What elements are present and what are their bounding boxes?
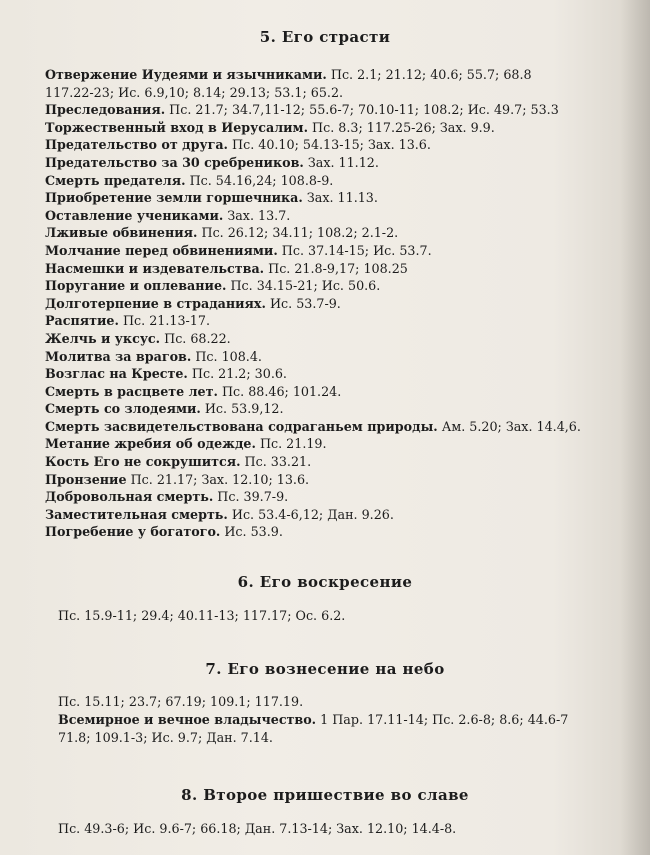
entry-title: Смерть в расцвете лет. — [45, 383, 218, 399]
section-5-heading: 5. Его страсти — [259, 28, 391, 46]
entry-references: Пс. 34.15-21; Ис. 50.6. — [226, 278, 381, 294]
passion-entry — [45, 400, 645, 418]
entry-title: Пронзение — [45, 471, 127, 487]
passion-entry — [45, 277, 645, 295]
passion-entry — [45, 189, 645, 207]
passion-entry — [45, 101, 645, 119]
section-8-text: Пс. 49.3-6; Ис. 9.6-7; 66.18; Дан. 7.13-14; Зах. 12.10; 14.4-8. — [58, 821, 457, 836]
entry-title: Лживые обвинения. — [45, 225, 198, 241]
passion-entry — [45, 471, 645, 489]
entry-references: Пс. 33.21. — [240, 454, 312, 470]
passion-entry — [45, 453, 645, 471]
section-6-text: Пс. 15.9-11; 29.4; 40.11-13; 117.17; Ос. 6.2. — [58, 608, 346, 623]
section-7-line-2-refs: 1 Пар. 17.11-14; Пс. 2.6-8; 8.6; 44.6-7 — [316, 712, 569, 727]
entry-title: Кость Его не сокрушится. — [45, 454, 241, 470]
passion-entry — [45, 66, 645, 84]
passion-entry — [45, 330, 645, 348]
section-5-list — [45, 66, 645, 541]
entry-references: Пс. 21.8-9,17; 108.25 — [264, 260, 408, 276]
entry-references: Пс. 21.19. — [255, 436, 327, 452]
passion-entry — [45, 84, 645, 102]
entry-title: Преследования. — [45, 102, 166, 118]
passion-entry — [45, 348, 645, 366]
section-7-line-1: Пс. 15.11; 23.7; 67.19; 109.1; 117.19. — [58, 694, 304, 709]
entry-title: Отвержение Иудеями и язычниками. — [45, 67, 327, 82]
entry-title: Метание жребия об одежде. — [45, 436, 256, 452]
entry-title: Поругание и оплевание. — [45, 278, 227, 294]
entry-title: Предательство от друга. — [45, 137, 228, 153]
entry-references: Пс. 88.46; 101.24. — [217, 383, 342, 399]
entry-references: 117.22-23; Ис. 6.9,10; 8.14; 29.13; 53.1; 65.2. — [45, 84, 344, 100]
section-7-line-3: 71.8; 109.1-3; Ис. 9.7; Дан. 7.14. — [58, 730, 273, 745]
passion-entry — [45, 435, 645, 453]
section-7-heading: 7. Его вознесение на небо — [205, 660, 445, 678]
entry-references: Пс. 2.1; 21.12; 40.6; 55.7; 68.8 — [326, 67, 532, 82]
entry-references: Пс. 21.13-17. — [118, 313, 210, 329]
entry-title: Возглас на Кресте. — [45, 366, 188, 382]
entry-references: Пс. 21.2; 30.6. — [187, 366, 287, 382]
entry-references: Ис. 53.7-9. — [265, 295, 341, 311]
entry-title: Торжественный вход в Иерусалим. — [45, 119, 308, 135]
entry-references: Ис. 53.9. — [220, 524, 283, 540]
passion-entry — [45, 365, 645, 383]
section-7-line-2 — [58, 711, 648, 729]
passion-entry — [45, 383, 645, 401]
entry-references: Ам. 5.20; Зах. 14.4,6. — [437, 418, 581, 434]
section-7-line-2-title: Всемирное и вечное владычество. — [58, 712, 317, 727]
entry-references: Пс. 21.17; Зах. 12.10; 13.6. — [126, 471, 310, 487]
passion-entry — [45, 119, 645, 137]
entry-references: Зах. 13.7. — [223, 207, 291, 223]
entry-references: Пс. 68.22. — [160, 330, 231, 346]
entry-references: Пс. 108.4. — [191, 348, 262, 364]
passion-entry — [45, 523, 645, 541]
entry-references: Пс. 37.14-15; Ис. 53.7. — [277, 242, 432, 258]
passion-entry — [45, 154, 645, 172]
passion-entry — [45, 136, 645, 154]
entry-title: Предательство за 30 сребреников. — [45, 154, 304, 170]
entry-title: Смерть предателя. — [45, 172, 186, 188]
entry-references: Пс. 54.16,24; 108.8-9. — [185, 172, 334, 188]
entry-title: Смерть засвидетельствована содраганьем природы. — [45, 418, 438, 434]
passion-entry — [45, 224, 645, 242]
entry-title: Молитва за врагов. — [45, 348, 192, 364]
entry-references: Пс. 26.12; 34.11; 108.2; 2.1-2. — [197, 225, 399, 241]
entry-title: Молчание перед обвинениями. — [45, 242, 278, 258]
passion-entry — [45, 418, 645, 436]
entry-title: Долготерпение в страданиях. — [45, 295, 266, 311]
entry-references: Ис. 53.9,12. — [200, 401, 284, 417]
passion-entry — [45, 260, 645, 278]
entry-title: Распятие. — [45, 313, 119, 329]
entry-references: Зах. 11.13. — [302, 190, 378, 206]
entry-references: Пс. 39.7-9. — [213, 489, 289, 505]
entry-title: Смерть со злодеями. — [45, 401, 201, 417]
entry-references: Пс. 8.3; 117.25-26; Зах. 9.9. — [308, 119, 495, 135]
section-8-heading: 8. Второе пришествие во славе — [181, 786, 469, 804]
entry-title: Насмешки и издевательства. — [45, 260, 265, 276]
passion-entry — [45, 295, 645, 313]
entry-references: Зах. 11.12. — [303, 154, 379, 170]
entry-references: Пс. 40.10; 54.13-15; Зах. 13.6. — [227, 137, 431, 153]
entry-references: Пс. 21.7; 34.7,11-12; 55.6-7; 70.10-11; 108.2; Ис. 49.7; 53.3 — [165, 102, 559, 118]
passion-entry — [45, 242, 645, 260]
passion-entry — [45, 172, 645, 190]
entry-title: Приобретение земли горшечника. — [45, 190, 303, 206]
entry-title: Добровольная смерть. — [45, 489, 214, 505]
section-6-heading: 6. Его воскресение — [237, 573, 413, 591]
entry-title: Оставление учениками. — [45, 207, 224, 223]
passion-entry — [45, 488, 645, 506]
entry-references: Ис. 53.4-6,12; Дан. 9.26. — [227, 506, 394, 522]
entry-title: Заместительная смерть. — [45, 506, 228, 522]
entry-title: Погребение у богатого. — [45, 524, 221, 540]
passion-entry — [45, 312, 645, 330]
passion-entry — [45, 207, 645, 225]
entry-title: Желчь и уксус. — [45, 330, 161, 346]
passion-entry — [45, 506, 645, 524]
